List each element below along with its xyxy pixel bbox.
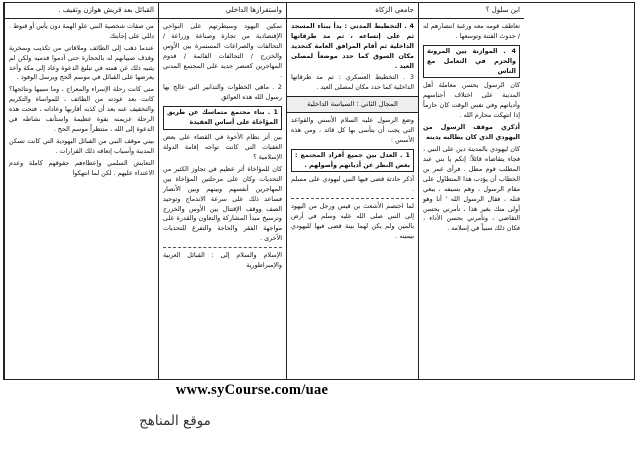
question-answer: متى كانت رحلة الإسراء والمعراج ، وما سببها ونتائجها؟ كانت بعد عودته من الطائف ، للمواساة والتكريم والتخفيف عنه بعد أن كذبه أقاربها وعاداته ، فتحت هذه الرحلة عزيمته بقوة عظيمة واستأنف نشاطه في الدعوة إلى الله ، منتظراً موسم الحج . [9, 85, 154, 134]
column-4 [418, 3, 524, 379]
question: من صفات شخصية النبي علو الهمة دون يأس أو قنوط . دللي على إجابتك [9, 21, 154, 40]
boxed-heading: 1 . العدل بين جميع أفراد المجتمع : بغض النظر عن أديانهم وأصولهم . [291, 149, 414, 173]
column-2 [158, 3, 286, 379]
question: 2 . ماهي الخطوات والتدابير التي عالج بها رسول الله هذه العوائق [163, 83, 282, 102]
column-3 [286, 3, 418, 379]
planning-civil: 4 . التخطيط المدني : بدأ ببناء المسجد ثم على إتساعه ، ثم مد طرقاتها الداخلية ثم أقام المرافق العامة كتحديد مكان السوق كما حدد موضعاً لمصلى العيد . [291, 21, 414, 70]
question: أذكري موقف الرسول من اليهودي الذي كان يطالبه بدينه [423, 123, 520, 142]
footer-url: www.syCourse.com/uae [175, 382, 329, 398]
column-1 [4, 3, 158, 379]
planning-military: 3 . التخطيط العسكري : تم مد طرقاتها الداخلية كما حدد مكان لمصلى العيد . [291, 73, 414, 92]
answer: التعايش السلمي وإعطاءهم حقوقهم كاملة وعدم الاعتداء عليهم . لكن لما انتهكوا [9, 158, 154, 177]
answer: تمكين اليهود وسيطرتهم على النواحي الإقتصادية من تجارة وصناعة وزراعة / التحالفات والصراعات المستمرة بين الأوس والخزرج / التحالفات القائمة / قدوم المهاجرين كعنصر جديد على المجتمع المدني . [163, 21, 282, 80]
answer: كان ليهودي بالمدينة دين على النبي ، فجاء يتقاضاه قائلاً: إنكم يا بني عبد المطلب قوم مطل . فرأى عمر بن الخطاب أن يؤدب هذا المتطاول على مقام الرسول ، وهم بسيفه ، يبغي قتله ، فقال الرسول الله ' أنا وهو أولى منك بغير هذا ، تأمرني بحسن التقاضي ، وتأمرني بحسن الأداء ، فكان ذلك سبباً في إسلامه . [423, 144, 520, 233]
column-3-header: جامعي الزكاة [287, 3, 418, 19]
section-title: المجال الثاني : السياسة الداخلية [287, 96, 418, 113]
site-name-watermark: موقع المناهج [139, 413, 211, 429]
boxed-heading: 4 . الموازنة بين المرونة والحزم في التعامل مع الناس [423, 45, 520, 79]
text-paragraph: وضع الرسول عليه السلام الأسس والقواعد التي يجب أن يتأسى بها كل قائد ، ومن هذه الأسس : [291, 115, 414, 144]
divider [163, 247, 282, 248]
column-4-header: ابن سلول ؟ [419, 3, 524, 19]
divider [291, 198, 414, 199]
answer: لما اختصم الأشعث بن قيس ورجل من اليهود إلى النبي صلى الله عليه وسلم في أرض بالمين ولم يكن لهما بينة قضى فيها لليهودي بيمينه . [291, 202, 414, 241]
answer: تعاطف قومه معه ورغبة انتصارهم له / حدوث الفتنة وتوسعها . [423, 21, 520, 40]
column-5 [524, 3, 634, 379]
boxed-heading: 1 . بناء مجتمع متماسك عن طريق المؤاخاة على أساس العقيدة [163, 106, 282, 130]
question: بين أثر نظام الأخوة في القضاء على بعض العقبات التي كانت تواجه إقامة الدولة الإسلامية ؟ [163, 133, 282, 161]
column-1-header: القبائل بعد قريش هوازن وثقيف . [5, 3, 158, 19]
answer: عندما ذهب إلى الطائف وملاقاتي من تكذيب وسخرية وقذف صبيانهم له بالحجارة حتى أدموا قدميه ولكن لم يثنيه ذلك عن همته في تبليغ الدعوة وعاد إلى مكة وأخذ يعرضها على القبائل في موسم الحج ويرسل الوفود . [9, 43, 154, 82]
answer: كان الرسول يحسن معاملة أهل المدينة على اختلاف أجناسهم وأديانهم وفي نفس الوقت كان حازماً إذا انتهكت محارم الله . [423, 81, 520, 120]
worksheet-table [3, 2, 635, 380]
column-2-header: واستقرارها الداخلي [159, 3, 286, 19]
answer: كان للمؤاخاة أثر عظيم في تجاوز الكثير من التحديات وكان على مرحلتين المؤاخاة بين المهاجرين أنفسهم وبينهم وبين الأنصار فساعد ذلك على سرعة الاندماج وتوحيد الصف ووقف الإقتتال بين الأوس والخزرج وترسيخ مبدأ المشاركة والتعاون والقدرة على مواجهة الفقر والحاجة والتفرغ للتحديات الأخرى . [163, 164, 282, 243]
question: بيني موقف النبي من القبائل اليهودية التي كانت تسكن المدينة وأسباب إتعاقه ذلك القرارات . [9, 136, 154, 155]
text-line: الإسلام والسلام إلى : القبائل العربية والإمبراطورية [163, 251, 282, 270]
question: أذكر حادثة قضى فيها النبي ليهودي على مسلم . [291, 175, 414, 194]
